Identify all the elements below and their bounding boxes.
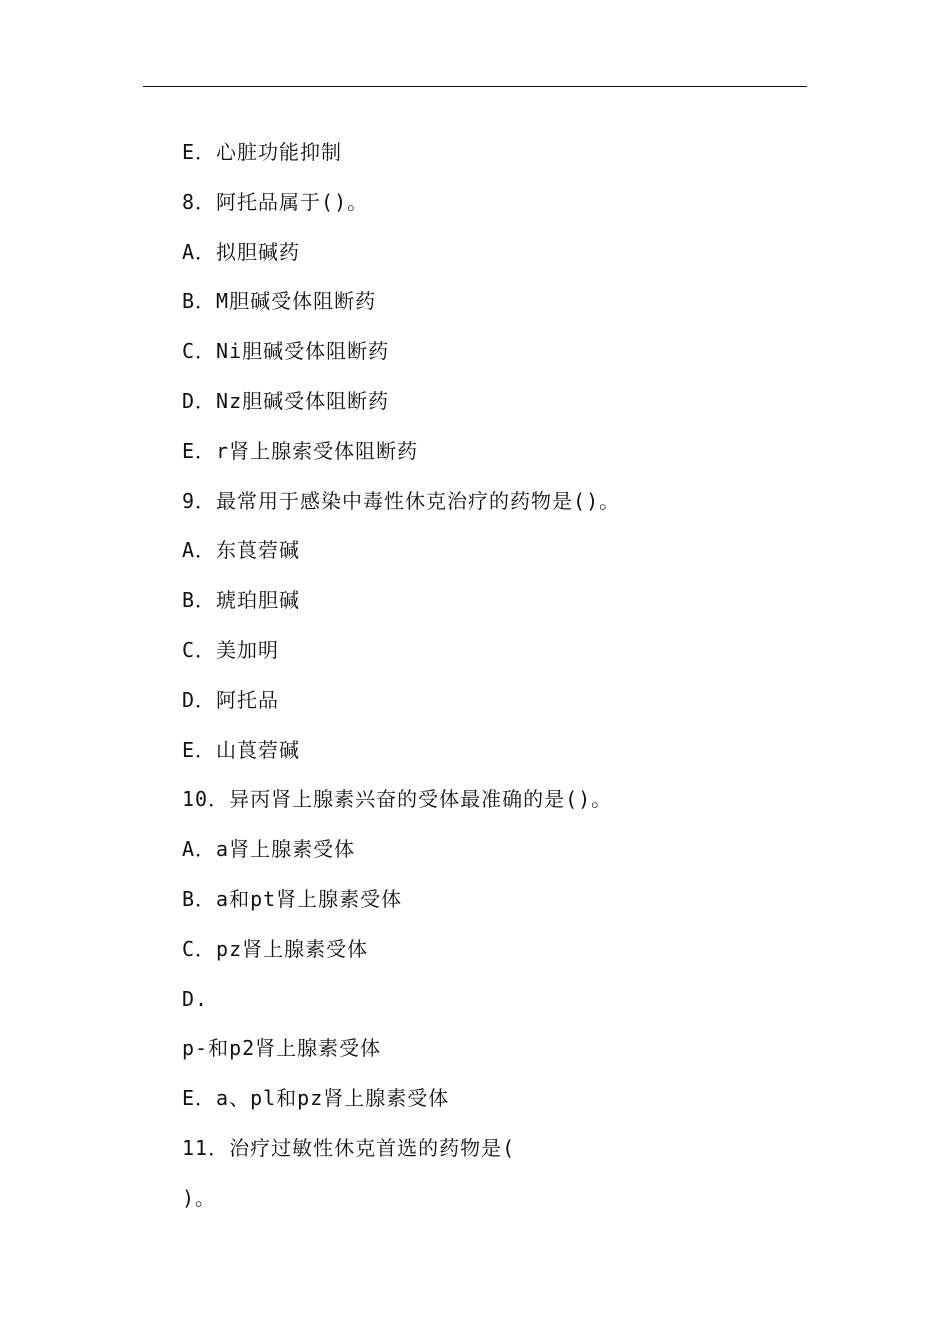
- option-line: E．a、pl和pz肾上腺素受体: [182, 1086, 450, 1111]
- option-line: B．M胆碱受体阻断药: [182, 289, 377, 314]
- question-line: 9．最常用于感染中毒性休克治疗的药物是()。: [182, 488, 621, 513]
- option-line: C．美加明: [182, 637, 280, 662]
- option-continuation-line: p-和p2肾上腺素受体: [182, 1036, 382, 1061]
- header-rule: [143, 86, 807, 87]
- document-body: [182, 133, 822, 1229]
- question-line: 8．阿托品属于()。: [182, 189, 369, 214]
- option-line: B．a和pt肾上腺素受体: [182, 886, 403, 911]
- option-line: C．pz肾上腺素受体: [182, 936, 369, 961]
- option-line: A．a肾上腺素受体: [182, 837, 356, 862]
- option-line: C．Ni胆碱受体阻断药: [182, 339, 390, 364]
- option-line: A．东莨菪碱: [182, 538, 301, 563]
- option-line: E．心脏功能抑制: [182, 140, 343, 164]
- option-line: B．琥珀胆碱: [182, 588, 301, 613]
- option-line: D．Nz胆碱受体阻断药: [182, 388, 390, 413]
- option-line: E．山莨菪碱: [182, 737, 301, 762]
- question-line: 10．异丙肾上腺素兴奋的受体最准确的是()。: [182, 787, 613, 812]
- option-line: D．阿托品: [182, 687, 280, 712]
- option-line: E．r肾上腺索受体阻断药: [182, 438, 419, 463]
- option-line: A．拟胆碱药: [182, 239, 301, 264]
- option-line: D.: [182, 986, 209, 1011]
- question-continuation-line: )。: [182, 1185, 217, 1210]
- question-line: 11．治疗过敏性休克首选的药物是(: [182, 1135, 516, 1160]
